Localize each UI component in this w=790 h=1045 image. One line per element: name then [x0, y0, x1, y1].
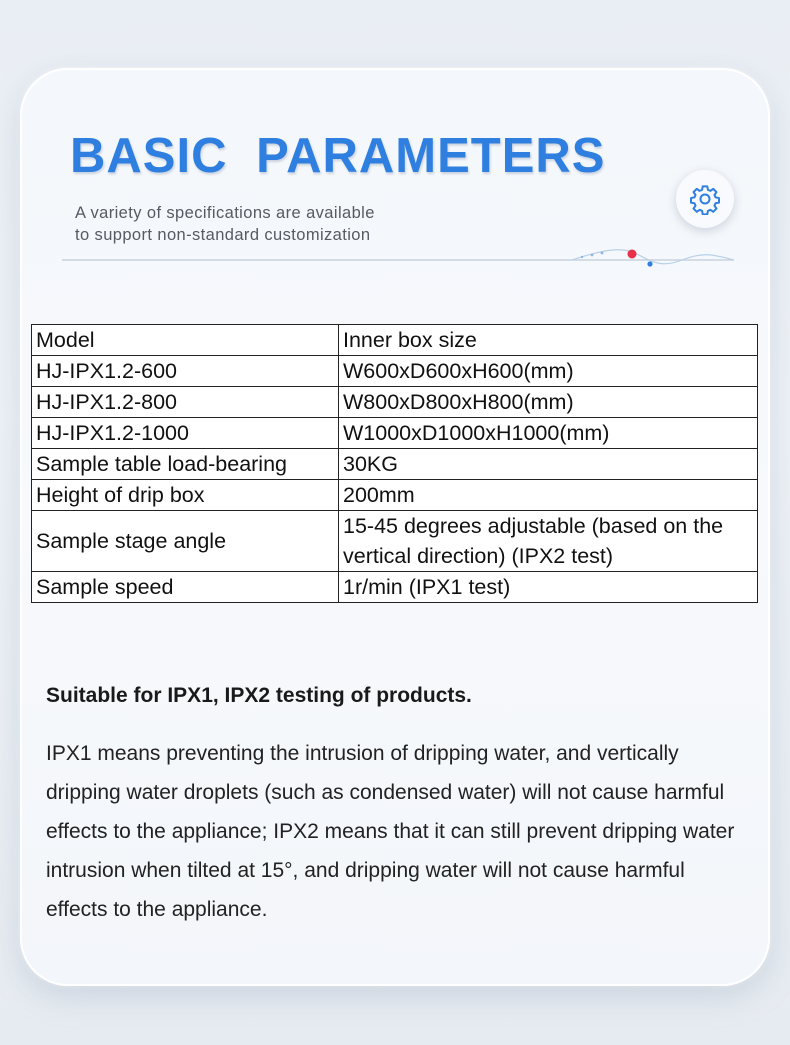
- subtitle-line-2: to support non-standard customization: [75, 226, 371, 244]
- page-title: BASIC PARAMETERS: [70, 129, 606, 183]
- table-cell-value: W800xD800xH800(mm): [339, 387, 758, 418]
- table-cell-value: 15-45 degrees adjustable (based on the vertical direction) (IPX2 test): [339, 511, 758, 572]
- subtitle: [75, 202, 495, 246]
- table-cell-key: HJ-IPX1.2-800: [32, 387, 339, 418]
- table-row: [32, 387, 758, 418]
- table-cell-value: W1000xD1000xH1000(mm): [339, 418, 758, 449]
- decorative-divider: [62, 244, 734, 274]
- suitability-heading: Suitable for IPX1, IPX2 testing of products.: [46, 684, 472, 707]
- parameters-table: [31, 324, 758, 603]
- table-row: [32, 480, 758, 511]
- table-cell-value: Inner box size: [339, 325, 758, 356]
- subtitle-line-1: A variety of specifications are available: [75, 204, 375, 222]
- table-cell-key: Height of drip box: [32, 480, 339, 511]
- table-cell-key: HJ-IPX1.2-600: [32, 356, 339, 387]
- table-cell-key: Sample table load-bearing: [32, 449, 339, 480]
- table-cell-key: HJ-IPX1.2-1000: [32, 418, 339, 449]
- table-row: [32, 449, 758, 480]
- table-cell-value: 30KG: [339, 449, 758, 480]
- table-row: [32, 418, 758, 449]
- table-row: [32, 572, 758, 603]
- table-cell-value: 1r/min (IPX1 test): [339, 572, 758, 603]
- table-row: [32, 511, 758, 572]
- table-cell-key: Sample stage angle: [32, 511, 339, 572]
- table-row: [32, 325, 758, 356]
- gear-badge: [676, 170, 734, 228]
- description-paragraph: IPX1 means preventing the intrusion of dripping water, and vertically dripping water droplets (such as condensed water) will not cause harmful effects to the appliance; IPX2 means that it can still prevent dripping water intrusion when tilted at 15°, and dripping water will not cause harmful effects to the appliance.: [46, 742, 735, 921]
- table-cell-value: W600xD600xH600(mm): [339, 356, 758, 387]
- table-row: [32, 356, 758, 387]
- table-cell-key: Sample speed: [32, 572, 339, 603]
- table-cell-value: 200mm: [339, 480, 758, 511]
- table-cell-key: Model: [32, 325, 339, 356]
- gear-icon: [689, 183, 721, 215]
